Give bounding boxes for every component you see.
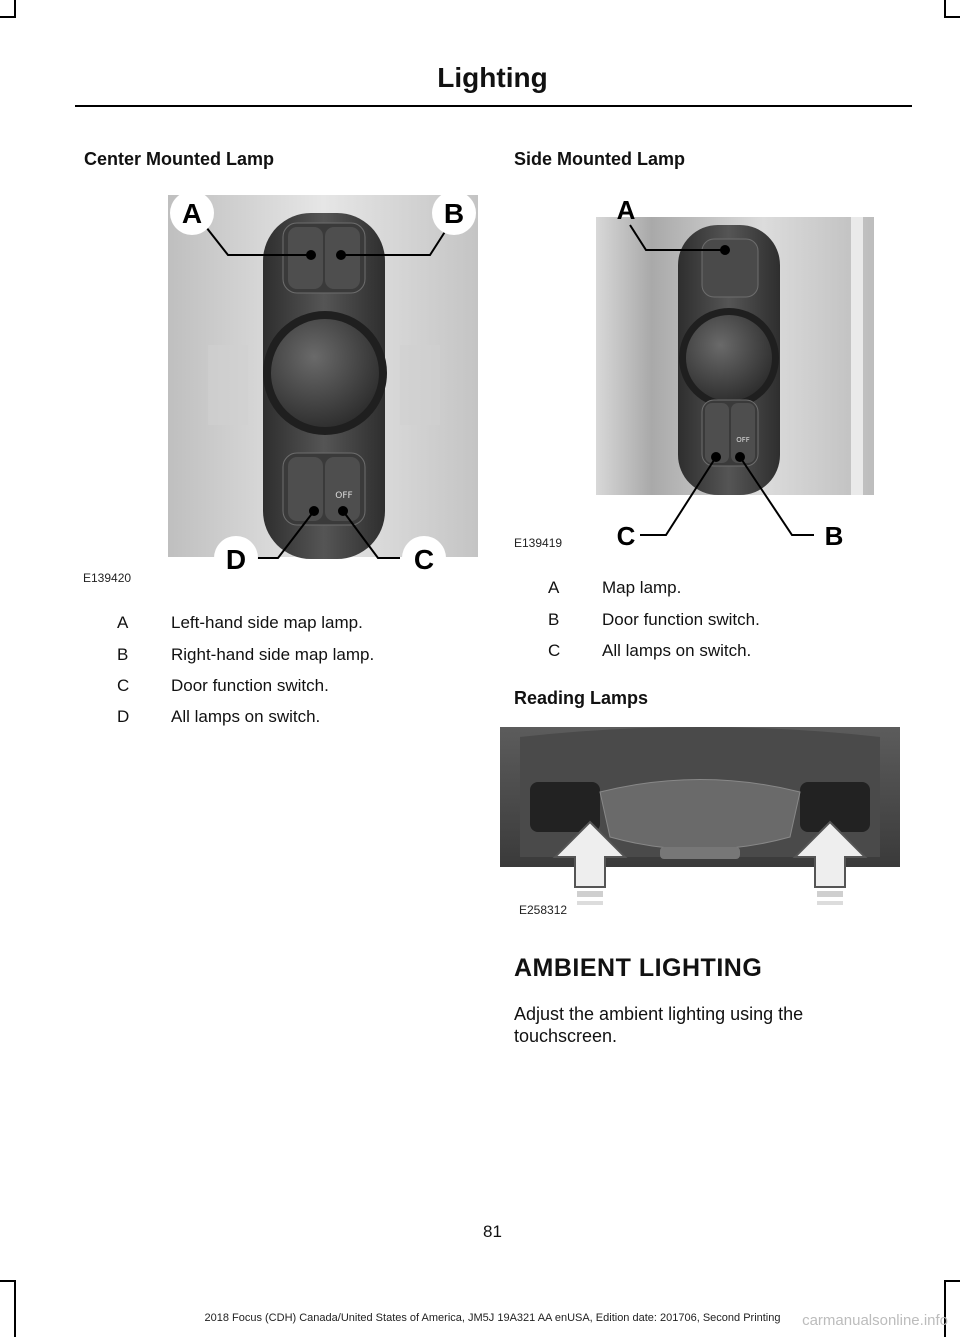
callout-b: B <box>824 521 844 551</box>
item-text: Door function switch. <box>602 610 760 629</box>
page-number: 81 <box>483 1222 502 1241</box>
off-label: OFF <box>736 436 750 444</box>
callout-a: A <box>616 195 636 225</box>
callout-b: B <box>443 198 465 229</box>
reading-lamps-heading: Reading Lamps <box>514 688 649 708</box>
reading-lamps-figure <box>500 727 900 917</box>
figure-code: E258312 <box>519 903 568 917</box>
callout-c: C <box>413 544 435 575</box>
side-lamp-heading: Side Mounted Lamp <box>514 149 685 169</box>
item-letter: D <box>117 707 130 726</box>
item-letter: C <box>117 676 130 695</box>
item-text: Door function switch. <box>171 676 329 695</box>
center-lamp-heading: Center Mounted Lamp <box>84 149 275 169</box>
item-text: All lamps on switch. <box>171 707 321 726</box>
page-title: Lighting <box>437 62 548 93</box>
item-letter: A <box>117 613 129 632</box>
callout-c: C <box>616 521 636 551</box>
crop-mark <box>14 1280 16 1337</box>
ambient-lighting-heading: AMBIENT LIGHTING <box>514 954 763 982</box>
watermark: carmanualsonline.info <box>802 1312 948 1329</box>
callout-a: A <box>181 198 203 229</box>
footer-text: 2018 Focus (CDH) Canada/United States of America, JM5J 19A321 AA enUSA, Edition date: 201706, Second Printing <box>204 1312 781 1324</box>
callout-d: D <box>225 544 247 575</box>
item-letter: C <box>548 641 561 660</box>
crop-mark <box>0 1280 16 1282</box>
off-label: OFF <box>335 491 353 501</box>
figure-code: E139419 <box>514 536 563 550</box>
item-text: Right-hand side map lamp. <box>171 645 375 664</box>
crop-mark <box>944 1280 960 1282</box>
item-letter: B <box>117 645 129 664</box>
crop-mark <box>944 16 960 18</box>
item-text: Left-hand side map lamp. <box>171 613 363 632</box>
figure-code: E139420 <box>83 571 132 585</box>
item-text: All lamps on switch. <box>602 641 752 660</box>
side-lamp-figure <box>596 195 886 555</box>
ambient-lighting-body: Adjust the ambient lighting using the touchscreen. <box>514 1004 804 1046</box>
crop-mark <box>0 16 16 18</box>
title-rule <box>75 105 912 107</box>
item-text: Map lamp. <box>602 578 682 597</box>
item-letter: A <box>548 578 560 597</box>
item-letter: B <box>548 610 560 629</box>
center-lamp-figure <box>168 195 478 578</box>
